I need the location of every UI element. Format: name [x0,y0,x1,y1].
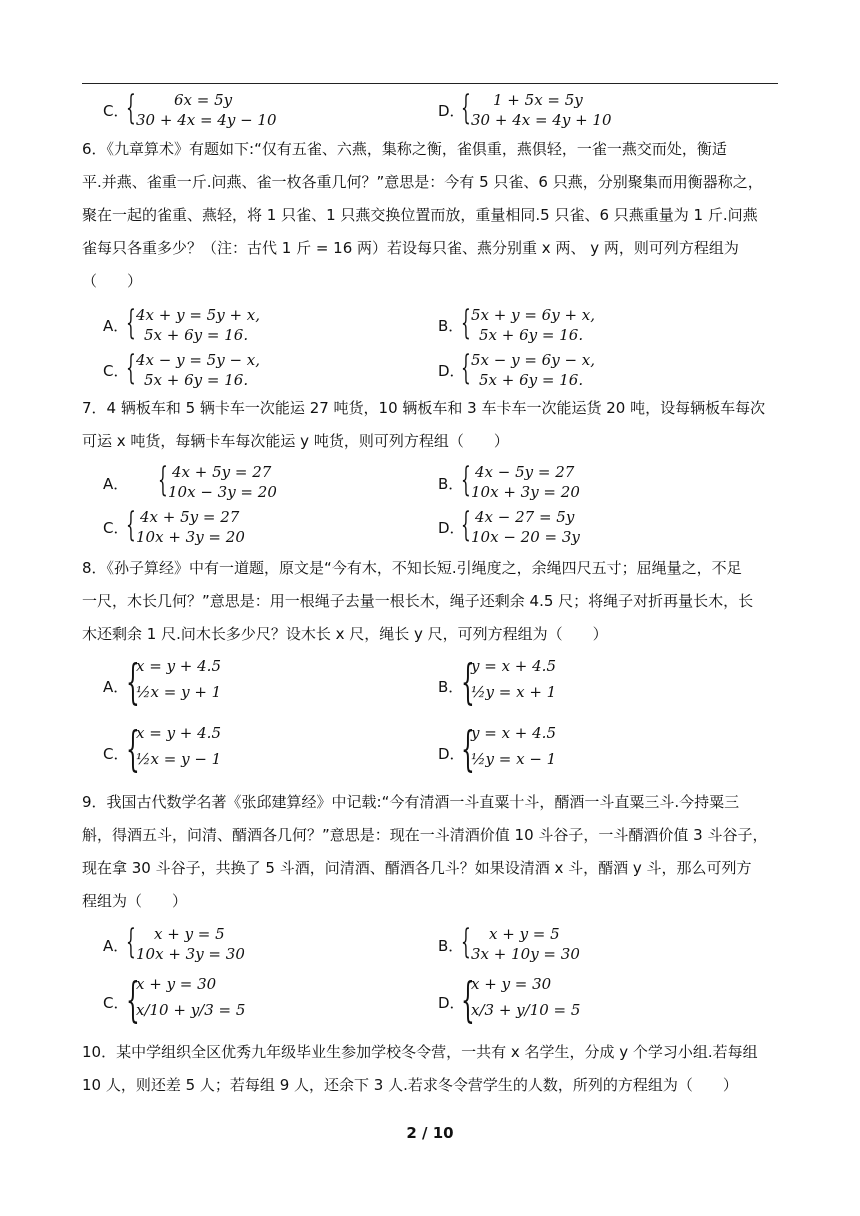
brace: { [126,654,140,710]
equation-system [461,462,661,502]
question-text: 可运 x 吨货，每辆卡车每次能运 y 吨货，则可列方程组（ ） [82,432,509,450]
answer-blank: （ ） [82,272,143,290]
question-text: 一尺，木长几何？”意思是：用一根绳子去量一根长木，绳子还剩余 4.5 尺；将绳子对折再量长木，长 [82,592,754,610]
brace: { [461,88,471,128]
equation-line: 10x − 3y = 20 [168,483,277,501]
option-label: D． [438,362,465,380]
question-text: 8．《孙子算经》中有一道题，原文是“今有木，不知长短.引绳度之，余绳四尺五寸；屈绳量之，不足 [82,559,742,577]
option-label: A． [103,475,129,493]
brace: { [461,972,475,1028]
equation-system [126,974,326,1032]
option-label: D． [438,102,465,120]
equation-line: 10x + 3y = 20 [136,528,245,546]
option-label: C． [103,745,129,763]
option-label: A． [103,678,129,696]
equation-system [461,507,661,547]
option-label: A． [103,937,129,955]
question-text: 10．某中学组织全区优秀九年级毕业生参加学校冬令营，一共有 x 名学生，分成 y 个学习小组.若每组 [82,1043,758,1061]
header-rule [82,83,778,84]
brace: { [126,303,136,343]
equation-line: 4x + y = 5y + x, [136,306,261,324]
equation-line: ½y = x − 1 [471,750,557,768]
page-number: 2 / 10 [406,1124,454,1142]
brace: { [126,972,140,1028]
brace: { [158,460,168,500]
equation-line: 30 + 4x = 4y + 10 [471,111,612,129]
brace: { [461,303,471,343]
option-label: D． [438,745,465,763]
brace: { [461,348,471,388]
question-text: 雀每只各重多少？（注：古代 1 斤 = 16 两）若设每只雀、燕分别重 x 两、 y 两，则可列方程组为 [82,239,739,257]
question-text: 6．《九章算术》有题如下:“仅有五雀、六燕，集称之衡，雀俱重，燕俱轻，一雀一燕交而处，衡适 [82,140,727,158]
equation-system [461,90,681,130]
equation-system [126,924,326,964]
equation-line: x + y = 5 [154,925,225,943]
option-label: D． [438,994,465,1012]
equation-line: 5x − y = 6y − x, [471,351,596,369]
equation-line: 30 + 4x = 4y − 10 [136,111,277,129]
option-label: B． [438,937,464,955]
equation-system [126,656,326,714]
brace: { [461,721,475,777]
equation-line: x + y = 30 [136,975,217,993]
option-label: B． [438,678,464,696]
equation-line: 5x + 6y = 16. [144,371,249,389]
brace: { [126,348,136,388]
equation-line: 10x + 3y = 30 [136,945,245,963]
equation-line: x = y + 4.5 [136,724,221,742]
equation-system [461,305,681,345]
equation-line: 1 + 5x = 5y [493,91,583,109]
brace: { [126,721,140,777]
equation-line: 10x − 20 = 3y [471,528,580,546]
equation-line: 3x + 10y = 30 [471,945,580,963]
equation-line: y = x + 4.5 [471,724,556,742]
equation-system [126,90,346,130]
brace: { [126,922,136,962]
equation-line: 10x + 3y = 20 [471,483,580,501]
option-label: D． [438,519,465,537]
option-label: B． [438,317,464,335]
option-label: A． [103,317,129,335]
question-text: 7．4 辆板车和 5 辆卡车一次能运 27 吨货，10 辆板车和 3 车卡车一次能运货 20 吨，设每辆板车每次 [82,399,766,417]
question-text: 9．我国古代数学名著《张邱建算经》中记载:“今有清酒一斗直粟十斗，醑酒一斗直粟三斗.今持粟三 [82,793,740,811]
equation-system [126,350,346,390]
equation-line: x/10 + y/3 = 5 [136,1001,246,1019]
equation-line: 5x + 6y = 16. [479,371,584,389]
equation-line: 4x − 27 = 5y [475,508,575,526]
equation-system [461,974,661,1032]
brace: { [126,505,136,545]
question-text: 现在拿 30 斗谷子，共换了 5 斗酒，问清酒、醑酒各几斗？如果设清酒 x 斗，醑酒 y 斗，那么可列方 [82,859,752,877]
equation-system [126,305,346,345]
brace: { [126,88,136,128]
brace: { [461,922,471,962]
equation-line: 4x − y = 5y − x, [136,351,261,369]
equation-line: ½y = x + 1 [471,683,557,701]
question-text: 木还剩余 1 尺.问木长多少尺？设木长 x 尺，绳长 y 尺，可列方程组为（ ） [82,625,608,643]
equation-system [126,507,326,547]
question-text: 斛，得酒五斗，问清、醑酒各几何？”意思是：现在一斗清酒价值 10 斗谷子，一斗醑酒价值 3 斗谷子， [82,826,768,844]
equation-line: ½x = y + 1 [136,683,222,701]
question-text: 10 人，则还差 5 人；若每组 9 人，还余下 3 人.若求冬令营学生的人数，所列的方程组为（ ） [82,1076,738,1094]
option-label: C． [103,519,129,537]
equation-system [461,350,681,390]
equation-line: 4x − 5y = 27 [475,463,575,481]
equation-line: 5x + y = 6y + x, [471,306,596,324]
question-text: 聚在一起的雀重、燕轻，将 1 只雀、1 只燕交换位置而放，重量相同.5 只雀、6 只燕重量为 1 斤.问燕 [82,206,758,224]
equation-system [158,462,358,502]
brace: { [461,654,475,710]
equation-line: 4x + 5y = 27 [140,508,240,526]
equation-system [461,656,661,714]
question-text: 程组为（ ） [82,892,188,910]
option-label: C． [103,362,129,380]
equation-line: x/3 + y/10 = 5 [471,1001,581,1019]
equation-line: y = x + 4.5 [471,657,556,675]
question-text: 平.并燕、雀重一斤.问燕、雀一枚各重几何？”意思是：今有 5 只雀、6 只燕，分别聚集而用衡器称之， [82,173,763,191]
equation-line: x + y = 5 [489,925,560,943]
option-label: B． [438,475,464,493]
equation-line: x + y = 30 [471,975,552,993]
equation-system [461,924,661,964]
equation-line: 5x + 6y = 16. [479,326,584,344]
equation-line: 5x + 6y = 16. [144,326,249,344]
brace: { [461,460,471,500]
equation-system [461,723,661,781]
equation-system [126,723,326,781]
equation-line: x = y + 4.5 [136,657,221,675]
equation-line: ½x = y − 1 [136,750,222,768]
brace: { [461,505,471,545]
equation-line: 4x + 5y = 27 [172,463,272,481]
equation-line: 6x = 5y [174,91,233,109]
option-label: C． [103,994,129,1012]
option-label: C． [103,102,129,120]
